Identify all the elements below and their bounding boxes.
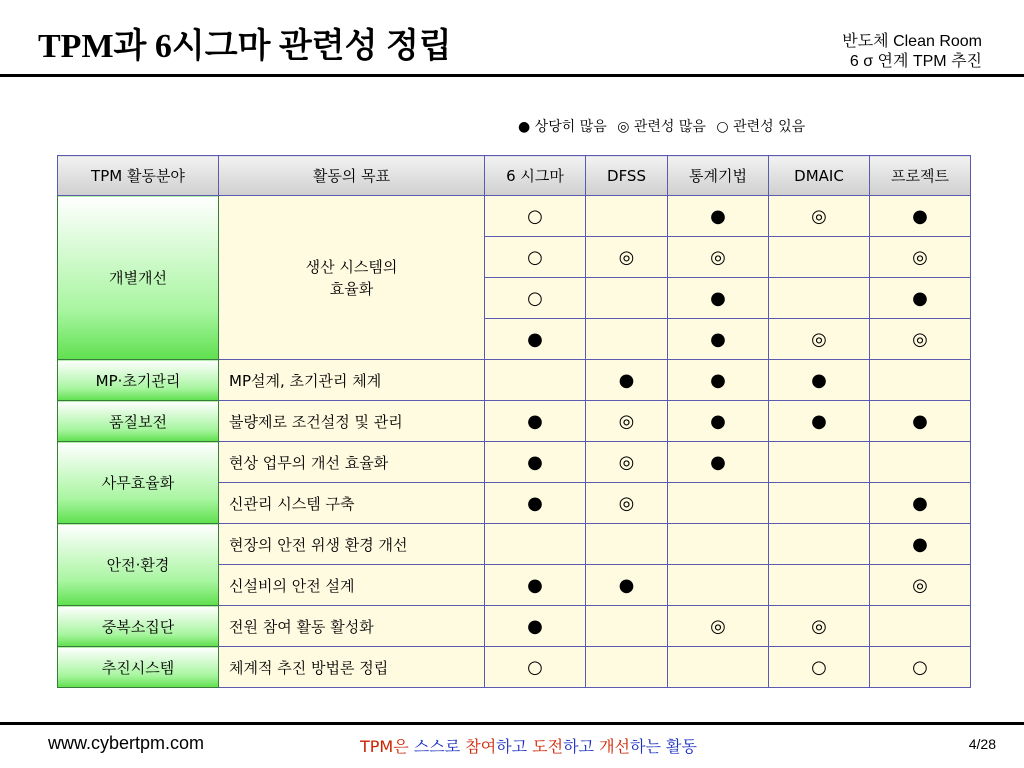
footer-url: www.cybertpm.com xyxy=(48,733,205,753)
relation-mark-cell: ● xyxy=(870,401,971,442)
relation-mark-cell: ◎ xyxy=(586,442,668,483)
legend xyxy=(518,116,811,136)
relation-mark-cell: ◎ xyxy=(668,606,769,647)
relation-mark-cell xyxy=(769,278,870,319)
page-subtitle xyxy=(842,32,982,72)
column-header: TPM 활동분야 xyxy=(58,156,219,196)
relation-mark-cell: ● xyxy=(485,442,586,483)
relation-mark-cell: ○ xyxy=(769,647,870,688)
relation-mark-cell xyxy=(769,565,870,606)
relation-mark-cell: ● xyxy=(668,442,769,483)
table-row xyxy=(58,606,971,647)
relation-table xyxy=(57,155,971,688)
goal-cell: 현장의 안전 위생 환경 개선 xyxy=(219,524,485,565)
relation-mark-cell: ● xyxy=(870,524,971,565)
relation-mark-cell: ◎ xyxy=(870,565,971,606)
relation-mark-cell xyxy=(485,524,586,565)
activity-area-cell: 사무효율화 xyxy=(58,442,219,524)
slogan-segment: 스스로 xyxy=(413,737,466,756)
table-row xyxy=(58,401,971,442)
footer-slogan xyxy=(360,734,697,757)
relation-mark-cell: ◎ xyxy=(870,319,971,360)
relation-mark-cell xyxy=(769,442,870,483)
column-header: 활동의 목표 xyxy=(219,156,485,196)
relation-mark-cell: ● xyxy=(485,565,586,606)
relation-mark-cell: ◎ xyxy=(586,237,668,278)
goal-cell: 신설비의 안전 설계 xyxy=(219,565,485,606)
slogan-segment: 도전 xyxy=(532,737,564,756)
goal-cell: 불량제로 조건설정 및 관리 xyxy=(219,401,485,442)
table-header-row xyxy=(58,156,971,196)
slogan-segment: 하는 활동 xyxy=(630,737,697,756)
relation-mark-cell xyxy=(870,606,971,647)
footer-divider xyxy=(0,722,1024,725)
page-number: 4/28 xyxy=(968,736,996,752)
column-header: 프로젝트 xyxy=(870,156,971,196)
relation-mark-cell: ◎ xyxy=(870,237,971,278)
goal-cell: 현상 업무의 개선 효율화 xyxy=(219,442,485,483)
relation-mark-cell xyxy=(586,524,668,565)
relation-mark-cell: ● xyxy=(485,606,586,647)
relation-mark-cell: ● xyxy=(769,401,870,442)
slogan-segment: 하고 xyxy=(563,737,600,756)
slogan-segment: 참여 xyxy=(465,737,497,756)
table-row xyxy=(58,524,971,565)
column-header: 통계기법 xyxy=(668,156,769,196)
table-row xyxy=(58,360,971,401)
activity-area-cell: 안전·환경 xyxy=(58,524,219,606)
relation-mark-cell xyxy=(769,483,870,524)
relation-mark-cell xyxy=(769,237,870,278)
column-header: DMAIC xyxy=(769,156,870,196)
relation-mark-cell: ◎ xyxy=(769,606,870,647)
goal-cell: 체계적 추진 방법론 정립 xyxy=(219,647,485,688)
page-title: TPM과 6시그마 관련성 정립 xyxy=(38,28,452,65)
slogan-segment: TPM은 xyxy=(360,737,414,756)
relation-mark-cell: ◎ xyxy=(668,237,769,278)
subtitle-line-2: 6 σ 연계 TPM 추진 xyxy=(849,53,982,70)
relation-mark-cell xyxy=(668,565,769,606)
activity-area-cell: 추진시스템 xyxy=(58,647,219,688)
slogan-segment: 개선 xyxy=(599,737,631,756)
relation-mark-cell xyxy=(668,524,769,565)
relation-mark-cell: ● xyxy=(870,196,971,237)
legend-medium: ◎ 관련성 많음 xyxy=(617,119,706,135)
relation-mark-cell xyxy=(485,360,586,401)
table-row xyxy=(58,647,971,688)
relation-mark-cell: ○ xyxy=(485,237,586,278)
legend-strong: ● 상당히 많음 xyxy=(518,119,607,135)
relation-mark-cell: ● xyxy=(870,278,971,319)
relation-mark-cell: ● xyxy=(668,401,769,442)
relation-mark-cell: ○ xyxy=(485,647,586,688)
activity-area-cell: 품질보전 xyxy=(58,401,219,442)
goal-cell: MP설계, 초기관리 체계 xyxy=(219,360,485,401)
goal-cell: 전원 참여 활동 활성화 xyxy=(219,606,485,647)
relation-mark-cell: ● xyxy=(485,483,586,524)
goal-cell: 신관리 시스템 구축 xyxy=(219,483,485,524)
subtitle-line-1: 반도체 Clean Room xyxy=(842,33,982,50)
relation-mark-cell: ● xyxy=(485,401,586,442)
relation-mark-cell: ○ xyxy=(485,196,586,237)
relation-mark-cell: ◎ xyxy=(769,319,870,360)
relation-mark-cell: ● xyxy=(485,319,586,360)
relation-mark-cell: ● xyxy=(586,565,668,606)
relation-mark-cell xyxy=(870,360,971,401)
relation-mark-cell xyxy=(769,524,870,565)
relation-mark-cell xyxy=(586,647,668,688)
relation-mark-cell: ● xyxy=(769,360,870,401)
relation-mark-cell: ◎ xyxy=(769,196,870,237)
relation-mark-cell xyxy=(586,278,668,319)
table-row xyxy=(58,442,971,483)
relation-mark-cell xyxy=(586,606,668,647)
relation-mark-cell: ◎ xyxy=(586,401,668,442)
activity-area-cell: 개별개선 xyxy=(58,196,219,360)
relation-mark-cell: ○ xyxy=(870,647,971,688)
table-row xyxy=(58,196,971,237)
column-header: 6 시그마 xyxy=(485,156,586,196)
relation-mark-cell: ● xyxy=(668,360,769,401)
relation-mark-cell: ◎ xyxy=(586,483,668,524)
slogan-segment: 하고 xyxy=(496,737,533,756)
relation-mark-cell: ● xyxy=(668,278,769,319)
activity-area-cell: MP·초기관리 xyxy=(58,360,219,401)
column-header: DFSS xyxy=(586,156,668,196)
relation-mark-cell xyxy=(668,483,769,524)
legend-weak: ○ 관련성 있음 xyxy=(716,119,806,135)
merged-goal-cell: 생산 시스템의 효율화 xyxy=(219,196,485,360)
relation-mark-cell: ● xyxy=(668,319,769,360)
relation-mark-cell xyxy=(870,442,971,483)
relation-mark-cell: ● xyxy=(870,483,971,524)
activity-area-cell: 중복소집단 xyxy=(58,606,219,647)
relation-mark-cell xyxy=(668,647,769,688)
relation-mark-cell xyxy=(586,196,668,237)
relation-mark-cell: ○ xyxy=(485,278,586,319)
relation-mark-cell xyxy=(586,319,668,360)
header-divider xyxy=(0,74,1024,77)
relation-mark-cell: ● xyxy=(668,196,769,237)
relation-mark-cell: ● xyxy=(586,360,668,401)
